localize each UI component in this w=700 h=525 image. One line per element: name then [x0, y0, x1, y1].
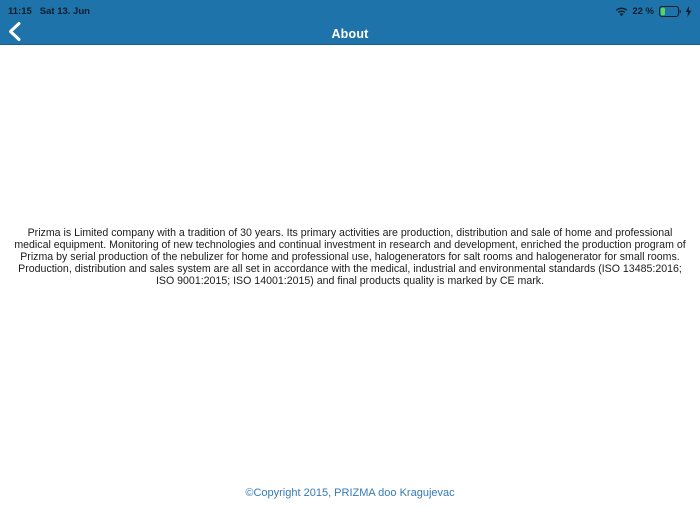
- battery-icon: [659, 6, 681, 17]
- header: [0, 0, 700, 45]
- status-date: Sat 13. Jun: [39, 6, 90, 17]
- battery-percent-label: 22 %: [632, 6, 654, 17]
- charging-bolt-icon: [685, 6, 692, 17]
- status-bar: [0, 0, 700, 21]
- status-time: 11:15: [8, 6, 32, 17]
- wifi-icon: [615, 7, 628, 17]
- about-paragraph: Prizma is Limited company with a tradition of 30 years. Its primary activities are production, distribution and sale of home and professional medical equipment. Monitoring of new technologies and continual investment in research and development, enriched the production program of Prizma by serial production of the nebulizer for home and professional use, halogenerators for salt rooms and halogenerator for small rooms. Production, distribution and sales system are all set in accordance with the medical, industrial and environmental standards (ISO 13485:2016; ISO 9001:2015; ISO 14001:2015) and final products quality is marked by CE mark.: [14, 226, 686, 287]
- copyright-link[interactable]: ©Copyright 2015, PRIZMA doo Kragujevac: [245, 487, 455, 499]
- status-bar-right: [615, 6, 692, 17]
- back-button[interactable]: [8, 21, 32, 46]
- status-bar-left: [8, 6, 90, 17]
- nav-bar: [0, 21, 700, 46]
- chevron-left-icon: [8, 22, 21, 46]
- page-title: About: [331, 26, 369, 41]
